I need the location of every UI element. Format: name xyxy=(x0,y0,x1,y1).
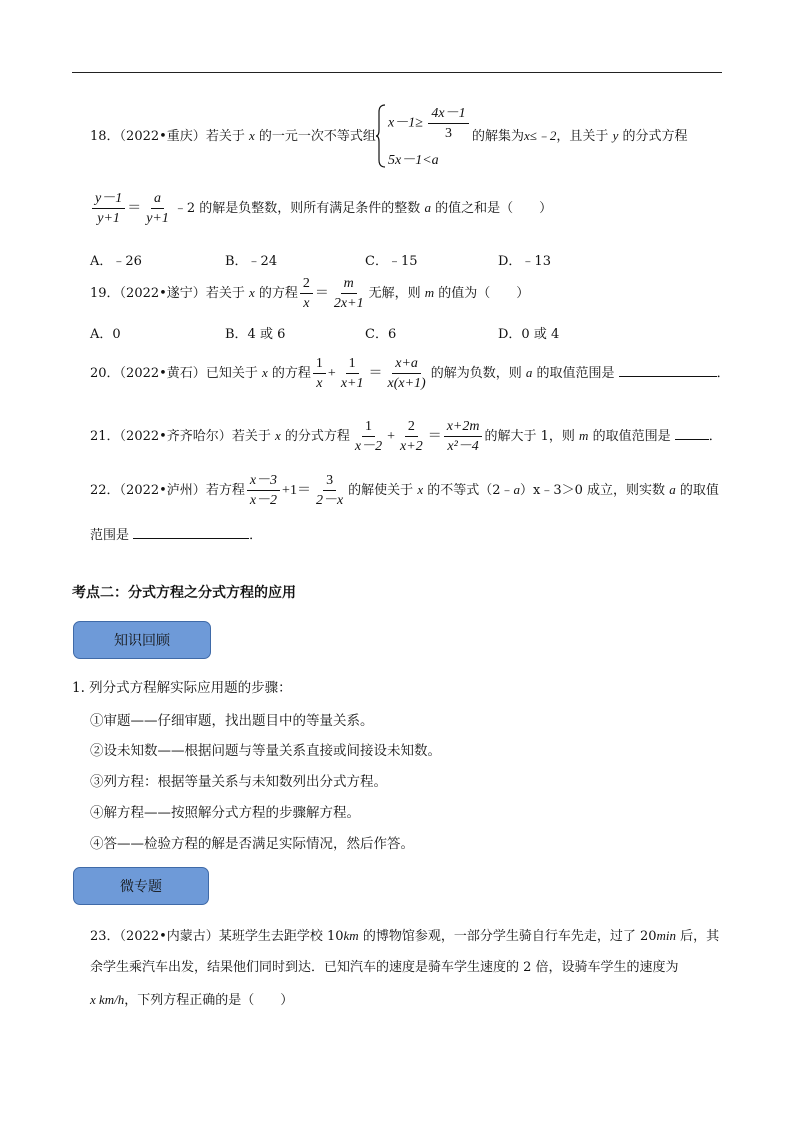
option-d[interactable]: D．0 或 4 xyxy=(498,327,560,342)
option-b[interactable]: B．4 或 6 xyxy=(225,327,286,342)
fraction xyxy=(331,275,367,312)
option-c[interactable]: C．﹣15 xyxy=(365,254,418,269)
variable: x xyxy=(261,365,268,380)
question-text: 的解集为 xyxy=(472,129,525,144)
question-number: 23． xyxy=(90,929,120,944)
question-text: 已知关于 xyxy=(205,366,258,381)
variable: a xyxy=(525,365,533,380)
step-item: ②设未知数——根据问题与等量关系直接或间接设未知数。 xyxy=(90,743,441,759)
step-item: ①审题——仔细审题，找出题目中的等量关系。 xyxy=(90,713,374,729)
numerator: 1 xyxy=(346,355,359,374)
variable: y xyxy=(612,128,619,143)
knowledge-review-badge xyxy=(73,621,211,659)
fraction xyxy=(397,418,426,455)
numerator: 1 xyxy=(362,418,375,437)
question-text: 的解为负数，则 xyxy=(430,366,522,381)
question-18-line2: $\frac{y-1}{y+1}$ ＝ $\frac{a}{y+1}$ ﹣2 的解是负整数，则所有满足条件的整数 a 的值之和是（ ） xyxy=(90,190,552,227)
numerator: 3 xyxy=(323,472,336,491)
question-22-line2 xyxy=(90,524,262,545)
inequality-lhs: x－1≥ xyxy=(388,115,423,131)
question-text: 的不等式（2﹣ xyxy=(427,483,514,498)
variable: m xyxy=(579,428,589,443)
question-source: （2022•内蒙古） xyxy=(119,929,219,944)
denominator: x(x+1) xyxy=(387,376,426,391)
denominator: x xyxy=(303,296,310,311)
denominator: y+1 xyxy=(97,211,120,226)
question-text: 的值为（ ） xyxy=(438,286,530,301)
question-number: 19． xyxy=(90,286,120,301)
question-text: 的方程 xyxy=(258,286,298,301)
punctuation: ． xyxy=(249,528,263,543)
unit: km xyxy=(343,928,359,943)
question-text: 的分式方程 xyxy=(622,129,688,144)
step-item: ③列方程：根据等量关系与未知数列出分式方程。 xyxy=(90,774,387,790)
option-d[interactable]: D．﹣13 xyxy=(498,254,551,269)
micro-topic-badge xyxy=(73,867,209,905)
question-text: 的取值范围是 xyxy=(536,366,615,381)
denominator: x－2 xyxy=(354,439,383,454)
numerator: x－3 xyxy=(247,472,280,491)
question-23-line2: 余学生乘汽车出发，结果他们同时到达．已知汽车的速度是骑车学生速度的 2 倍，设骑车学生的速度为 xyxy=(90,960,679,975)
question-text: 的取值 xyxy=(679,483,719,498)
question-20-line: 20．（2022•黄石）已知关于 x 的方程 $\frac{1}{x}$ + $\frac{1}{x+1}$ ＝ $\frac{x+a}{x(x+1)}$ 的解为负数，则 a 的取值范围是 ． xyxy=(90,356,730,391)
question-text: x﹣3＞0 成立，则实数 xyxy=(533,483,666,498)
question-text: 若关于 xyxy=(205,129,245,144)
denominator: 2－x xyxy=(315,493,344,508)
question-18-line1 xyxy=(90,127,376,146)
question-text: 的方程 xyxy=(271,366,311,381)
punctuation: ． xyxy=(716,366,730,381)
denominator: x²－4 xyxy=(447,439,479,454)
numerator: x+a xyxy=(392,355,421,374)
variable: x xyxy=(248,128,255,143)
badge-label: 微专题 xyxy=(120,879,162,895)
question-19-line: 19．（2022•遂宁）若关于 x 的方程 $\frac{2}{x}$ ＝ $\frac{m}{2x+1}$ 无解，则 m 的值为（ ） xyxy=(90,276,530,311)
answer-blank[interactable] xyxy=(133,524,249,539)
punctuation: ． xyxy=(708,429,722,444)
question-text: 的解使关于 xyxy=(348,483,414,498)
question-text: 的一元一次不等式组 xyxy=(258,129,376,144)
answer-blank[interactable] xyxy=(619,362,717,377)
question-number: 20． xyxy=(90,366,120,381)
question-text: 的值之和是（ ） xyxy=(435,201,553,216)
numerator: 4x－1 xyxy=(428,105,468,124)
question-source: （2022•齐齐哈尔） xyxy=(119,429,232,444)
answer-blank[interactable] xyxy=(675,425,709,440)
question-source: （2022•黄石） xyxy=(119,366,206,381)
question-text: 某班学生去距学校 10 xyxy=(218,929,344,944)
variable: x xyxy=(417,482,424,497)
question-text: 的取值范围是 xyxy=(592,429,671,444)
fraction xyxy=(313,355,326,392)
fraction xyxy=(428,105,468,142)
numerator: x+2m xyxy=(444,418,483,437)
question-source: （2022•遂宁） xyxy=(119,286,206,301)
question-number: 22． xyxy=(90,483,120,498)
question-18-line1-cont xyxy=(472,127,688,146)
operator: +1＝ xyxy=(282,483,311,498)
option-a[interactable]: A．﹣26 xyxy=(90,254,142,269)
question-text: ） xyxy=(520,483,534,498)
header-rule xyxy=(72,72,722,73)
question-source: （2022•重庆） xyxy=(119,129,206,144)
question-23-line3 xyxy=(90,991,293,1010)
unit: min xyxy=(656,928,676,943)
step-item: ④解方程——按照解分式方程的步骤解方程。 xyxy=(90,805,360,821)
question-number: 18． xyxy=(90,129,120,144)
question-text: 的解大于 1，则 xyxy=(484,429,575,444)
fraction xyxy=(300,275,313,312)
variable: a xyxy=(669,482,676,497)
numerator: 2 xyxy=(405,418,418,437)
inequality-2: 5x－1<a xyxy=(388,153,439,168)
option-a[interactable]: A．0 xyxy=(90,327,121,342)
denominator: 3 xyxy=(445,126,453,141)
fraction xyxy=(313,472,346,509)
question-text: 若关于 xyxy=(205,286,245,301)
denominator: x+2 xyxy=(400,439,423,454)
fraction xyxy=(92,190,125,227)
fraction xyxy=(143,190,172,227)
numerator: 2 xyxy=(300,275,313,294)
question-text: 若方程 xyxy=(205,483,245,498)
question-text: ，下列方程正确的是（ ） xyxy=(124,993,294,1008)
numerator: y－1 xyxy=(92,190,125,209)
question-text: 的博物馆参观，一部分学生骑自行车先走，过了 20 xyxy=(362,929,657,944)
fraction xyxy=(247,472,280,509)
steps-title: 1. 列分式方程解实际应用题的步骤： xyxy=(72,680,292,696)
denominator: x+1 xyxy=(340,376,364,391)
inequality-1 xyxy=(388,105,471,142)
fraction xyxy=(338,355,367,392)
condition: x≤﹣2 xyxy=(524,128,557,143)
step-item: ④答——检验方程的解是否满足实际情况，然后作答。 xyxy=(90,836,414,852)
variable: x xyxy=(274,428,281,443)
option-b[interactable]: B．﹣24 xyxy=(225,254,278,269)
numerator: a xyxy=(151,190,164,209)
question-text: 后，其 xyxy=(680,929,720,944)
question-text: ，且关于 xyxy=(556,129,609,144)
option-c[interactable]: C．6 xyxy=(365,327,397,342)
question-text: 的分式方程 xyxy=(284,429,350,444)
brace-icon xyxy=(376,104,386,168)
fraction xyxy=(384,355,428,392)
fraction xyxy=(444,418,483,455)
badge-label: 知识回顾 xyxy=(114,633,170,649)
variable: a xyxy=(424,200,431,215)
question-21-line: 21．（2022•齐齐哈尔）若关于 x 的分式方程 $\frac{1}{x-2}$ + $\frac{2}{x+2}$ ＝ $\frac{x+2m}{\text{x²－4}}$ 的解大于 1，则 m 的取值范围是 ． xyxy=(90,419,722,454)
question-23-line1 xyxy=(90,927,719,946)
numerator: 1 xyxy=(313,355,326,374)
denominator: 2x+1 xyxy=(333,296,364,311)
question-22-line1 xyxy=(90,472,719,509)
variable: a xyxy=(513,482,521,497)
question-text: 无解，则 xyxy=(368,286,421,301)
section-title: 考点二：分式方程之分式方程的应用 xyxy=(72,585,296,601)
question-number: 21． xyxy=(90,429,120,444)
variable: m xyxy=(424,285,435,300)
question-source: （2022•泸州） xyxy=(119,483,206,498)
denominator: x xyxy=(316,376,323,391)
numerator: m xyxy=(341,275,357,294)
question-text: 若关于 xyxy=(231,429,271,444)
variable: x xyxy=(248,285,255,300)
question-text: ﹣2 的解是负整数，则所有满足条件的整数 xyxy=(173,201,421,216)
fraction xyxy=(352,418,385,455)
denominator: y+1 xyxy=(146,211,169,226)
denominator: x－2 xyxy=(249,493,278,508)
question-text: 范围是 xyxy=(90,528,130,543)
variable: x km/h xyxy=(90,992,125,1007)
